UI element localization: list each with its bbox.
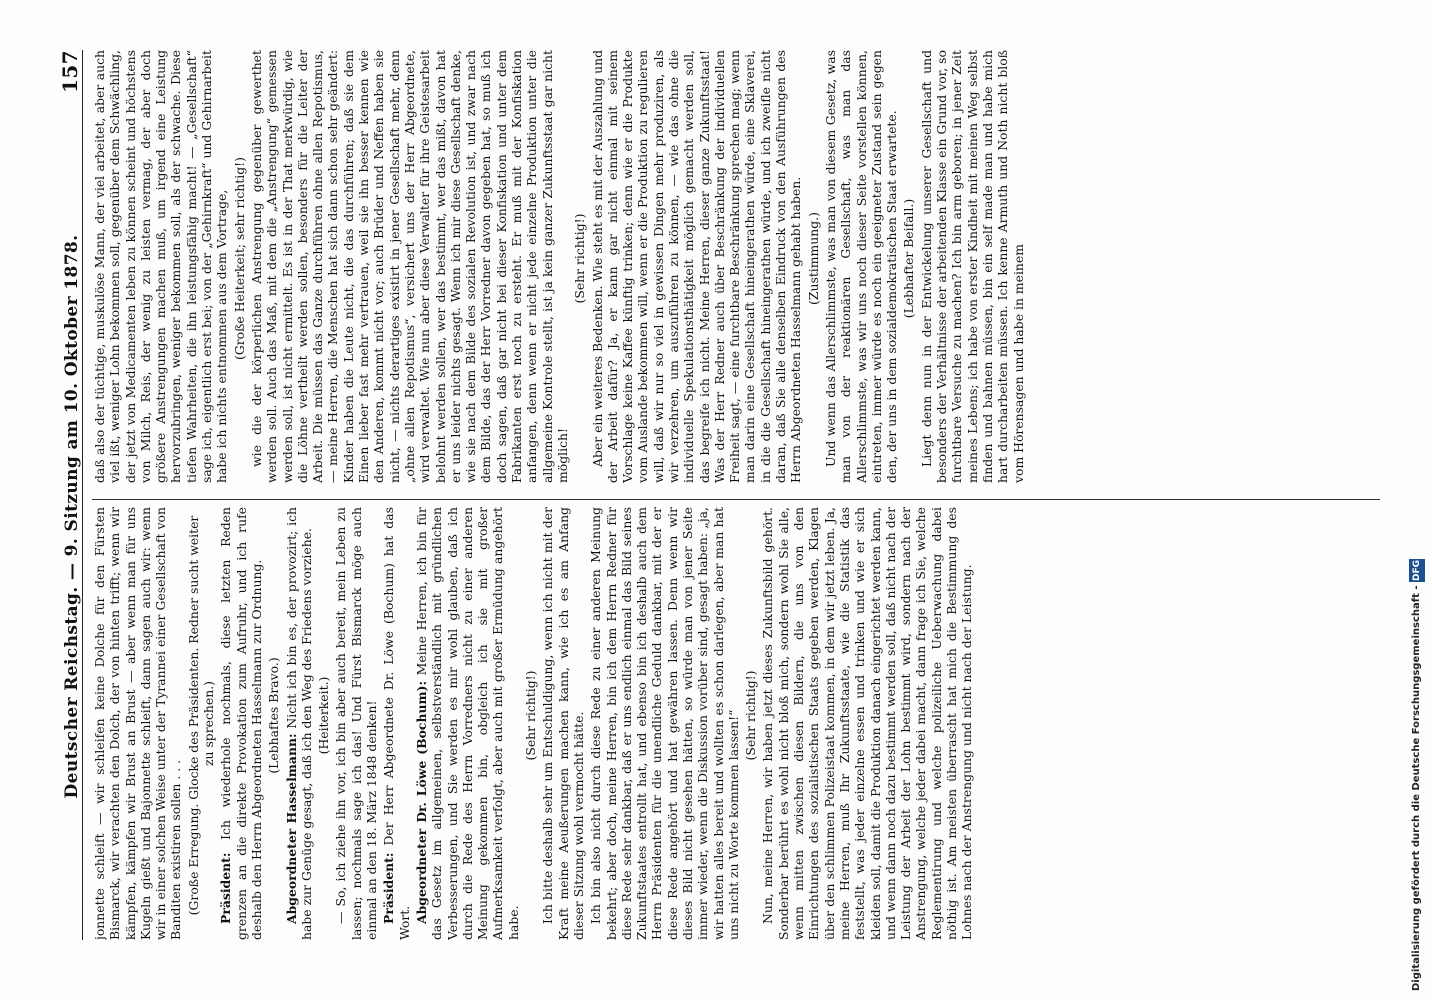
stage-remark: (Lebhaftes Bravo.) [266,657,282,774]
page-header [48,50,83,940]
rotated-page-content [40,20,1390,980]
body-paragraph: Aber ein weiteres Bedenken. Wie steht es mit der Auszahlung und der Arbeit dafür? Ja, er kann gar nicht einmal mit seinem Vorschlage keine Kaffee künftig trinken; denn wie er die Produkte vom Auslande bekommen will, wenn er die Produktion zu regulieren will, daß wir nur so viel in gewissen Dingen mehr produziren, als wir verzehren, um auszuführen zu können, — wie das ohne die individuelle Spekulationsthätigkeit möglich gemacht werden soll, das begreife ich nicht. Meine Herren, dieser ganze Zukunftsstaat! Was der Herr Redner auch über Beschränkung der individuellen Freiheit sagt, — eine furchtbare Beschränkung sprechen mag; wenn man darin eine Gesellschaft hineingerathen würde, eine Sklaverei, in die die Gesellschaft hineingerathen würde, und ich zweifle nicht daran, daß Sie alle denselben Eindruck von den Ausführungen des Herrn Abgeordneten Hasselmann gehabt haben. [589,50,804,483]
speaker-name: Präsident: [218,852,234,924]
right-column [92,50,1380,483]
body-paragraph: wie die der körperlichen Anstrengung gegenüber gewerthet werden soll. Auch das Maß, mit dem die „Anstrengung“ gemessen werden soll, ist nicht ermittelt. Es ist in der That merkwürdig, wie die Löhne vertheilt werden sollen, besonders für die Leiter der Arbeit. Die müssen das Ganze durchführen ohne allen Repotismus, — meine Herren, die Menschen hat sich dann schon sehr geändert: Kinder haben die Leute nicht, die das durchführen; daß sie dem Einen lieber fast mehr vertrauen, weil sie ihn besser kennen wie den Anderen, kommt nicht vor; auch Brüder und Neffen haben sie nicht, — nichts derartiges existirt in jener Gesellschaft mehr, denn „ohne allen Repotismus“, versichert uns der Herr Abgeordnete, wird verwaltet. Wie nun aber diese Verwalter für ihre Geistesarbeit belohnt werden sollen, wer das bestimmt, wer das mißt, davon hat er uns leider nichts gesagt. Wenn ich mir diese Gesellschaft denke, wie sie nach dem Bilde des sozialen Revolution ist, und zwar nach dem Bilde, das der Herr Vorredner davon gegeben hat, so muß ich doch sagen, daß gar nicht bei dieser Konfiskation und unter dem Fabrikanten erst noch zu ersteht. Er muß mit der Konfiskation anfangen, denn wenn er nicht jede einzelne Produktion unter die allgemeine Kontrole stellt, ist ja kein ganzer Zukunftsstaat gar nicht möglich! [248,50,570,483]
speech-paragraph [414,507,521,940]
speech-paragraph [284,507,315,940]
speech-text: Der Herr Abgeordnete Dr. Löwe (Bochum) hat das Wort. [381,507,412,940]
speech-text: Ich wiederhole nochmals, diese letzten Reden grenzen an die direkte Provokation zum Aufruhr, und ich rufe deshalb den Herrn Abgeordneten Hasselmann zur Ordnung. [218,507,264,940]
body-paragraph: Liegt denn nun in der Entwickelung unserer Gesellschaft und besonders der Verhältnisse der arbeitenden Klasse ein Grund vor, so furchtbare Versuche zu machen? Ich bin arm geboren; in jener Zeit meines Lebens; ich habe von erster Kindheit mit meinen Weg selbst finden und bahnen müssen, bin ein self made man und habe mich hart durcharbeiten müssen. Ich kenne Armuth und Noth nicht bloß vom Hörensagen und habe in meinem [918,50,1026,483]
text-columns [92,50,1380,940]
speaker-name: Abgeordneter Hasselmann: [283,733,299,924]
left-column [92,507,1380,940]
speech-text: Nicht ich bin es, der provozirt; ich habe zur Genüge gesagt, daß ich den Weg des Friedens vorziehe. [283,507,314,940]
body-paragraph: daß also der tüchtige, muskulöse Mann, der viel arbeitet, aber auch viel ißt, weniger Lohn bekommen soll, gegenüber dem Schwächling, der jetzt von Medicamenten leben zu können scheint und höchstens von Milch, Reis, der wenig zu leisten vermag, der aber doch größere Anstrengungen machen muß, um irgend eine Leistung hervorzubringen, weniger bekommen soll, als der schwache. Diese tiefen Wahrheiten, die ihn leistungsfähig macht! — „Gesellschaft“ sage ich, eigentlich erst bei; von der „Gehirnkraft“ und Gehirnarbeit habe ich nichts entnommen aus dem Vortrage, [92,50,230,483]
body-paragraph: — So, ich ziehe ihn vor, ich bin aber auch bereit, mein Leben zu lassen; nochmals sage ich das! Und Fürst Bismarck möge auch einmal an den 18. März 1848 denken! [333,507,380,940]
stage-remark: (Große Erregung. Glocke des Präsidenten. Redner sucht weiter zu sprechen.) [185,515,217,916]
digitization-credit [1409,6,1429,991]
credit-text: Digitalisierung gefördert durch die Deutsche Forschungsgemeinschaft - [1411,585,1422,991]
running-title: Deutscher Reichstag. — 9. Sitzung am 10. Oktober 1878. [62,234,82,799]
stage-remark: (Lebhafter Beifall.) [901,198,917,319]
stage-remark: (Zustimmung.) [805,212,821,305]
body-paragraph: Nun, meine Herren, wir haben jetzt dieses Zukunftsbild gehört. Sonderbar berührt es wohl nicht bloß mich, sondern wohl Sie alle, wenn mitten zwischen diesen Bildern, die uns von den Einrichtungen des sozialistischen Staats gegeben werden, Klagen über den schlimmen Polizeistaat kommen, in dem wir jetzt leben. Ja, meine Herren, muß Ihr Zukunftsstaate, wie die Statistik das feststellt, was jeder einzelne essen und trinken und wie er sich kleiden soll, damit die Produktion danach eingerichtet werden kann, und wenn dann noch dazu bestimmt werden soll, daß nicht nach der Leistung der Arbeit der Lohn bestimmt wird, sondern nach der Anstrengung, welche jeder dabei macht, dann frage ich Sie, welche Reglementirung und welche polizeiliche Ueberwachung dabei nöthig ist. Am meisten überrascht hat mich die Bestimmung des Lohnes nach der Anstrengung und nicht nach der Leistung. [760,507,975,940]
body-paragraph: Ich bitte deshalb sehr um Entschuldigung, wenn ich nicht mit der Kraft meine Aeußerungen machen kann, wie ich es am Anfang dieser Sitzung wohl vermocht hätte. [540,507,586,940]
stage-remark: (Heiterkeit.) [316,676,332,755]
body-paragraph: Ich bin also nicht durch diese Rede zu einer anderen Meinung bekehrt; aber doch, meine Herren, bin ich dem Herrn Redner für diese Rede sehr dankbar, daß er uns endlich einmal das Bild seines Zukunftstaates entrollt hat, und ebenso bin ich deshalb auch dem Herrn Präsidenten für die unendliche Geduld dankbar, mit der er diese Rede angehört und hat gewähren lassen. Denn wenn wir dieses Bild nicht gesehen hätten, so würde man von jener Seite immer wieder, wenn die Diskussion vorüber sind, gesagt haben: „ja, wir hatten alles bereit und wollten es schon darlegen, aber man hat uns nicht zu Worte kommen lassen!“ [588,507,741,940]
speech-paragraph [381,507,412,940]
body-paragraph: jonnette schleift — wir schleifen keine Dolche für den Fürsten Bismarck, wir verachten den Dolch, der von hinten trifft; wenn wir kämpfen, kämpfen wir Brust an Brust — aber wenn man für uns Kugeln gießt und Bajonnette schleift, dann sagen auch wir: wenn wir in einer solchen Weise unter der Tyrannei einer Gesellschaft von Banditen existiren sollen . . . [92,507,184,940]
page-number: 157 [58,50,82,93]
speech-paragraph [218,507,264,940]
speech-text: Meine Herren, ich bin für das Gesetz im allgemeinen, selbstverständlich mit gründlichen Verbesserungen, und Sie werden es mir wohl glauben, daß ich durch die Rede des Herrn Vorredners nicht zu einer anderen Meinung gekommen bin, obgleich ich sie mit großer Aufmerksamkeit verfolgt, aber auch mit großer Ermüdung angehört habe. [413,507,521,940]
stage-remark: (Große Heiterkeit; sehr richtig!) [231,157,247,360]
body-paragraph: Und wenn das Allerschlimmste, was man von diesem Gesetz, was man von der reaktionären Gesellschaft, was man das Allerschlimmste, was wir uns noch dieser Seite vorstellen können, eintreten, immer würde es noch ein geeigneter Zustand sein gegen den, der uns in dem sozialdemokratischen Staat erwartete. [822,50,900,483]
stage-remark: (Sehr richtig!) [743,670,759,761]
stage-remark: (Sehr richtig!) [523,670,539,761]
dfg-logo-badge: DFG [1409,559,1425,582]
speaker-name: Abgeordneter Dr. Löwe (Bochum): [413,680,429,924]
speaker-name: Präsident: [381,852,397,924]
stage-remark: (Sehr richtig!) [572,213,588,304]
